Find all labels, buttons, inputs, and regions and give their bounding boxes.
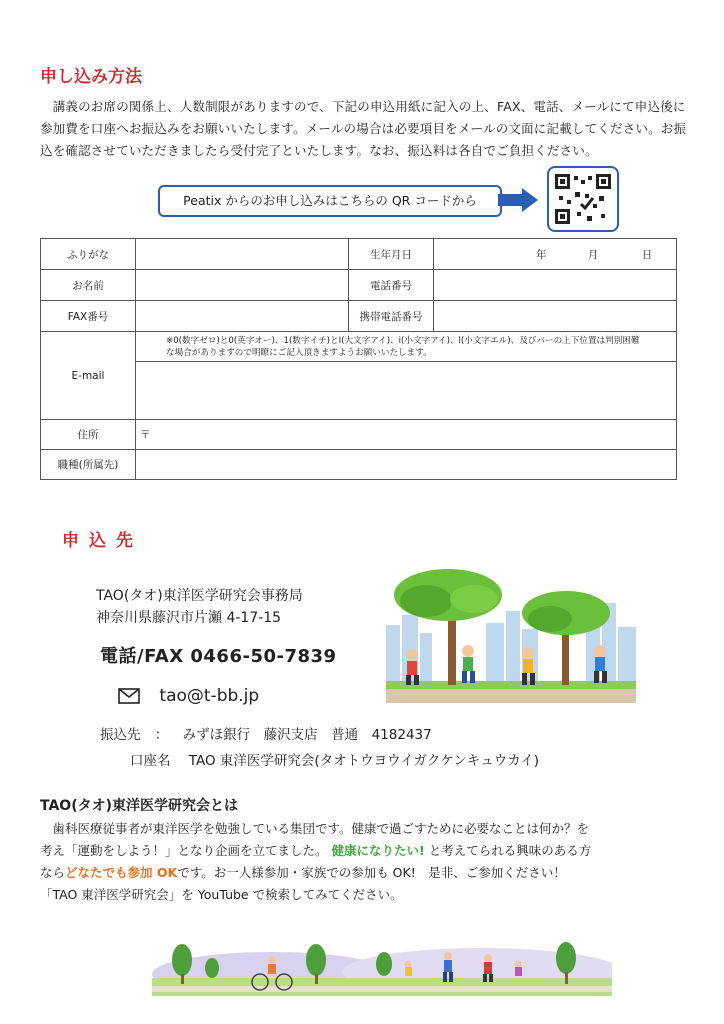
park-banner-illustration	[152, 934, 612, 996]
name-label: お名前	[41, 270, 136, 301]
email-row	[118, 686, 259, 706]
about-highlight-green: 健康になりたい!	[331, 843, 425, 858]
fax-label: FAX番号	[41, 301, 136, 332]
mobile-field[interactable]	[434, 301, 677, 332]
address-label: 住所	[41, 420, 136, 450]
birth-field[interactable]	[434, 239, 677, 270]
arrow-right-icon	[498, 188, 538, 212]
name-field[interactable]	[136, 270, 349, 301]
month-label: 月	[587, 248, 599, 261]
qr-code-icon	[555, 174, 611, 224]
about-line-3c: です。お一人様参加・家族での参加も OK! 是非、ご参加ください！	[177, 865, 566, 880]
peatix-notice: Peatix からのお申し込みはこちらの QR コードから	[158, 185, 502, 217]
about-highlight-orange: どなたでも参加 OK	[65, 865, 178, 880]
bank-separator: ：	[154, 727, 169, 743]
phone-field[interactable]	[434, 270, 677, 301]
about-paragraph	[40, 818, 700, 906]
envelope-icon	[118, 688, 140, 704]
about-line-3	[40, 862, 700, 884]
about-line-1: 歯科医療従事者が東洋医学を勉強している集団です。健康で過ごすために必要なことは何か？を	[40, 821, 590, 836]
intro-paragraph: 講義のお席の関係上、人数制限がありますので、下記の申込用紙に記入の上、FAX、電話、メールにて申込後に参加費を口座へお振込みをお願いいたします。メールの場合は必要項目をメールの文面に記載してください。お振込を確認させていただきましたら受付完了といたします。なお、振込料は各自でご負担ください。	[40, 99, 687, 158]
about-line-2	[40, 840, 700, 862]
year-label: 年	[536, 248, 547, 261]
email-label: E-mail	[41, 332, 136, 420]
furigana-label: ふりがな	[41, 239, 136, 270]
office-info	[96, 585, 303, 629]
about-line-3a: なら	[40, 865, 66, 880]
job-field[interactable]	[136, 450, 677, 480]
bank-details: みずほ銀行 藤沢支店 普通 4182437	[182, 727, 432, 743]
phone-label: 電話番号	[349, 270, 434, 301]
account-label: 口座名	[130, 753, 171, 769]
bank-label: 振込先	[100, 727, 141, 743]
postal-mark: 〒	[140, 429, 151, 441]
day-label: 日	[641, 248, 653, 261]
bank-info	[100, 722, 539, 774]
about-line-4: 「TAO 東洋医学研究会」を YouTube で検索してみてください。	[40, 887, 403, 902]
phone-fax: 電話/FAX 0466-50-7839	[100, 646, 337, 667]
office-address: 神奈川県藤沢市片瀬 4-17-15	[96, 610, 282, 626]
section-title-method: 申し込み方法	[40, 67, 142, 87]
about-title: TAO(タオ)東洋医学研究会とは	[40, 798, 238, 814]
park-running-illustration	[386, 555, 636, 705]
account-name: TAO 東洋医学研究会(タオトウヨウイガクケンキュウカイ)	[188, 753, 540, 769]
qr-code-frame[interactable]	[547, 166, 619, 232]
furigana-field[interactable]	[136, 239, 349, 270]
address-field[interactable]	[136, 420, 677, 450]
birth-label: 生年月日	[349, 239, 434, 270]
office-name: TAO(タオ)東洋医学研究会事務局	[96, 588, 303, 604]
about-line-2a: 考え「運動をしよう！」となり企画を立てました。	[40, 843, 328, 858]
fax-field[interactable]	[136, 301, 349, 332]
email-field[interactable]	[136, 362, 677, 420]
job-label: 職種(所属先)	[41, 450, 136, 480]
application-form	[40, 238, 677, 480]
email-note: ※0(数字ゼロ)と0(英字オー)、1(数字イチ)とI(大文字アイ)、i(小文字アイ)、l(小文字エル)、及びバーの上下位置は判別困難な場合がありますので明瞭にご記入頂きますようお願いいたします。	[136, 332, 677, 362]
about-line-2c: と考えてられる興味のある方	[428, 843, 592, 858]
email-address[interactable]: tao@t-bb.jp	[159, 686, 260, 706]
section-title-destination: 申込先	[62, 531, 143, 551]
mobile-label: 携帯電話番号	[349, 301, 434, 332]
